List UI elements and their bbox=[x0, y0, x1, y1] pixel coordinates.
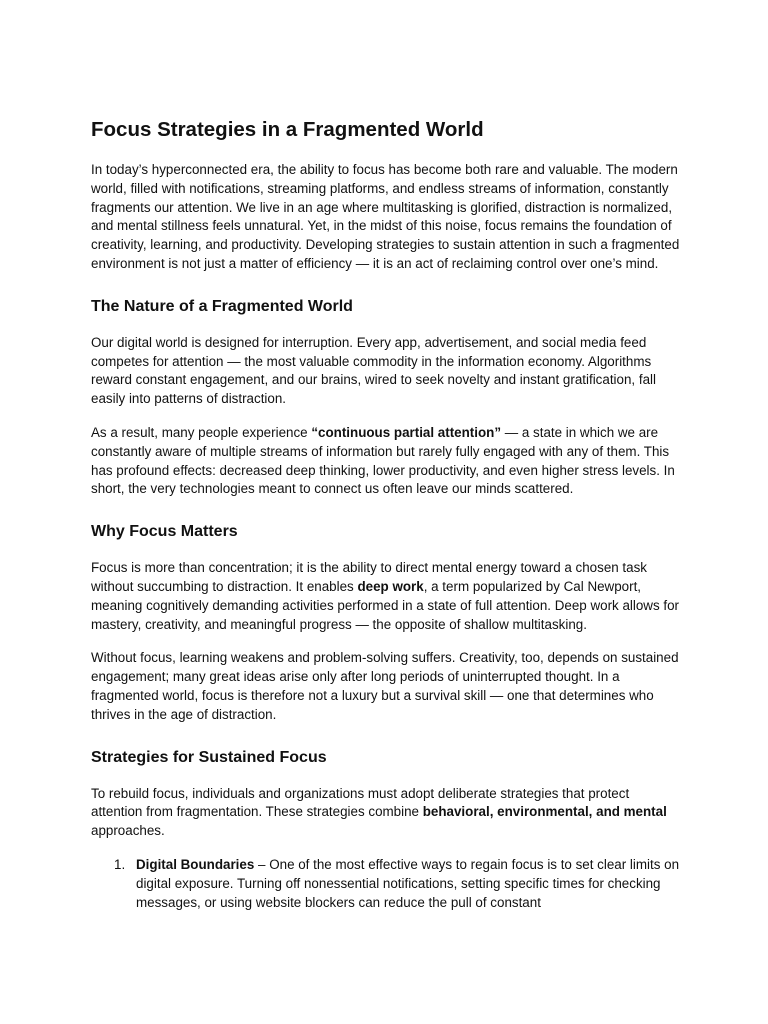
document-body bbox=[91, 117, 681, 912]
nature-paragraph-2 bbox=[91, 424, 681, 499]
why-p1-text-after: , a term popularized by Cal Newport, meaning cognitively demanding activities performed in a state of full attention. Deep work allows for mastery, creativity, and meaningful progress — the opposite of shallow multitasking. bbox=[91, 578, 680, 632]
list-item bbox=[91, 856, 681, 912]
strategies-p1-bold: behavioral, environmental, and mental bbox=[422, 804, 667, 820]
nature-p2-bold: “continuous partial attention” bbox=[311, 424, 502, 440]
strategies-list bbox=[91, 856, 681, 912]
why-p1-bold: deep work bbox=[357, 578, 424, 594]
why-focus-paragraph-2: Without focus, learning weakens and problem-solving suffers. Creativity, too, depends on sustained engagement; many great ideas arise only after long periods of uninterrupted thought. In a fragmented world, focus is therefore not a luxury but a survival skill — one that determines who thrives in the age of distraction. bbox=[91, 650, 679, 722]
list-item-number: 1. bbox=[114, 856, 126, 872]
strategies-paragraph-1 bbox=[91, 785, 681, 841]
intro-paragraph: In today’s hyperconnected era, the ability to focus has become both rare and valuable. The modern world, filled with notifications, streaming platforms, and endless streams of information, constantly fragments our attention. We live in an age where multitasking is glorified, distraction is normalized, and mental stillness feels unnatural. Yet, in the midst of this noise, focus remains the foundation of creativity, learning, and productivity. Developing strategies to sustain attention in such a fragmented environment is not just a matter of efficiency — it is an act of reclaiming control over one’s mind. bbox=[91, 162, 680, 271]
list-item-title: Digital Boundaries bbox=[136, 856, 255, 872]
why-p1-text-before: Focus is more than concentration; it is the ability to direct mental energy toward a chosen task without succumbing to distraction. It enables bbox=[91, 560, 647, 594]
section-heading-strategies: Strategies for Sustained Focus bbox=[91, 748, 327, 766]
nature-p2-text-after: — a state in which we are constantly aware of multiple streams of information but rarely fully engaged with any of them. This has profound effects: decreased deep thinking, lower productivity, and even higher stress levels. In short, the very technologies meant to connect us often leave our minds scattered. bbox=[91, 424, 675, 497]
document-title: Focus Strategies in a Fragmented World bbox=[91, 118, 484, 141]
section-heading-why-focus: Why Focus Matters bbox=[91, 523, 238, 541]
section-heading-nature: The Nature of a Fragmented World bbox=[91, 297, 353, 315]
why-focus-paragraph-1 bbox=[91, 559, 681, 634]
strategies-p1-text-after: approaches. bbox=[91, 823, 165, 839]
nature-paragraph-1: Our digital world is designed for interruption. Every app, advertisement, and social media feed competes for attention — the most valuable commodity in the information economy. Algorithms reward constant engagement, and our brains, wired to seek novelty and instant gratification, fall easily into patterns of distraction. bbox=[91, 334, 656, 407]
nature-p2-text-before: As a result, many people experience bbox=[91, 424, 312, 440]
list-item-text: – One of the most effective ways to regain focus is to set clear limits on digital exposure. Turning off nonessential notifications, setting specific times for checking messages, or using website blockers can reduce the pull of constant bbox=[136, 856, 680, 910]
strategies-p1-text-before: To rebuild focus, individuals and organizations must adopt deliberate strategies that protect attention from fragmentation. These strategies combine bbox=[91, 785, 630, 820]
